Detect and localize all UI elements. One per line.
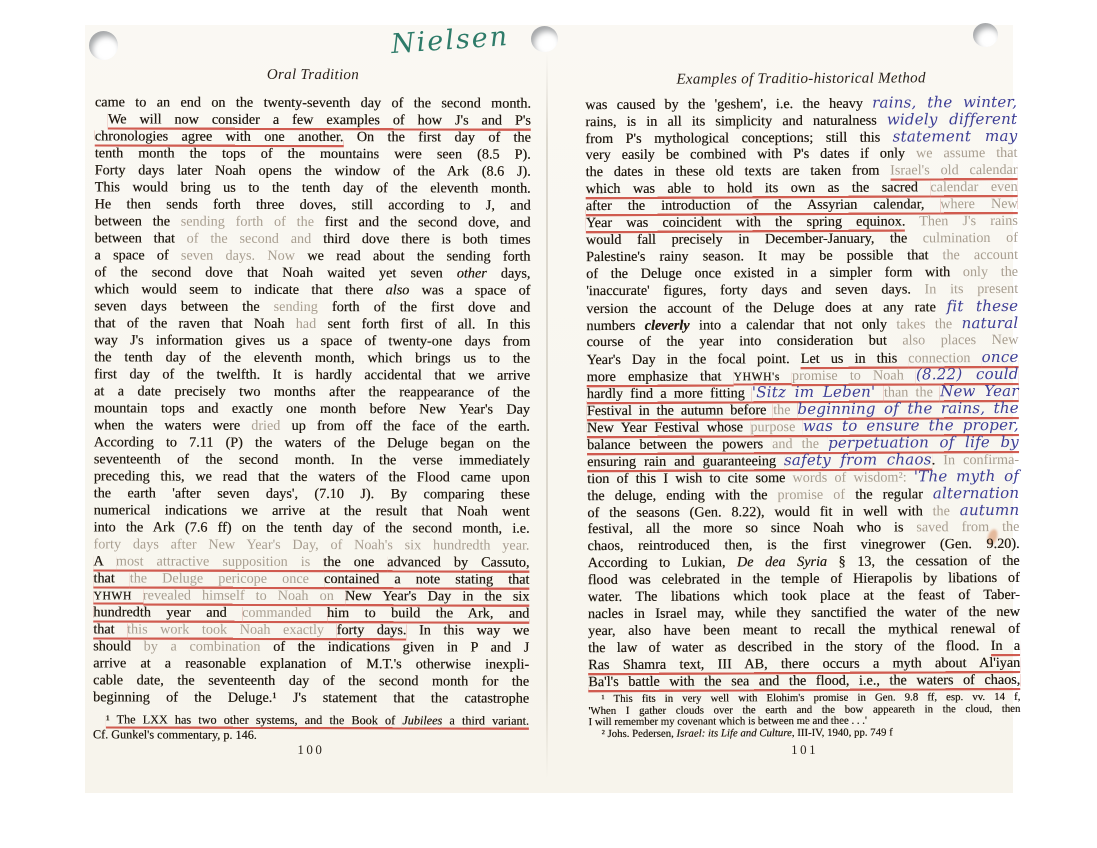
text-segment: 'The myth of xyxy=(913,466,1020,486)
text-line xyxy=(94,213,530,231)
text-line xyxy=(94,485,530,503)
right-page-number: 101 xyxy=(791,741,819,758)
text-segment: came to an end on the twenty-seventh day of the second month. xyxy=(94,94,531,112)
text-segment: the xyxy=(773,402,798,419)
text-segment: other xyxy=(456,265,487,282)
text-segment: seven days between the xyxy=(94,298,274,315)
text-segment: course of the year into consideration but xyxy=(586,332,903,351)
text-segment: preceding this, we read that the waters of the Flood came upon xyxy=(93,468,530,486)
text-segment: version the account of the Deluge does at any rate xyxy=(586,299,947,318)
text-segment: between that xyxy=(94,230,187,247)
text-segment: of the second dove that Noah waited yet seven xyxy=(94,264,457,282)
text-segment: the account xyxy=(942,246,1019,264)
text-segment: Forty days later Noah opens the window of the Ark (8.6 J). xyxy=(94,162,531,180)
text-segment: widely different xyxy=(886,109,1018,129)
text-line xyxy=(93,689,529,707)
text-segment: also places New xyxy=(902,331,1019,349)
text-line xyxy=(94,417,530,435)
text-line xyxy=(588,727,1020,741)
right-page-body xyxy=(585,94,1020,691)
text-segment: after the introduction of the Assyrian calendar, xyxy=(585,196,941,215)
text-line xyxy=(588,672,1020,691)
text-segment: natural xyxy=(961,313,1019,333)
text-segment: alternation xyxy=(932,483,1020,503)
text-line xyxy=(94,451,530,469)
text-segment: He then sends forth three doves, still according to J, and xyxy=(94,196,531,214)
text-segment: most attractive supposition is xyxy=(115,553,324,571)
text-segment: According to 7.11 (P) the waters of the Deluge began on the xyxy=(93,434,530,452)
text-segment: promise of xyxy=(777,486,856,504)
text-segment: takes the xyxy=(896,316,962,333)
text-segment: advanced by Cassuto, xyxy=(387,554,530,571)
text-segment: We will now consider a few examples of how J's and P's xyxy=(107,111,531,129)
text-line xyxy=(94,468,530,486)
text-segment: should xyxy=(93,638,144,655)
text-segment: forth of the first dove and xyxy=(331,299,531,316)
text-line xyxy=(95,162,531,180)
text-segment: Ras Shamra text, III AB, there occurs a myth about Al'iyan xyxy=(588,654,1021,674)
text-segment: than the xyxy=(883,384,941,401)
hole-punch-icon xyxy=(531,26,558,52)
text-segment: Year was coincident with the spring equinox. xyxy=(585,213,906,232)
text-line xyxy=(94,298,530,316)
text-segment: of the second and xyxy=(186,230,324,248)
text-line xyxy=(93,553,529,571)
text-segment: fit these xyxy=(946,296,1019,316)
right-page xyxy=(585,64,1021,758)
text-segment: the law of water as described in the story of the flood. xyxy=(588,638,991,657)
text-segment: the earth 'after seven days', (7.10 J). By comparing these xyxy=(93,485,530,503)
text-line xyxy=(93,712,529,728)
text-segment: third dove there is both times xyxy=(323,231,531,248)
text-line xyxy=(94,332,530,350)
text-segment: ensuring rain and guaranteeing xyxy=(587,453,785,471)
text-segment: I will remember my covenant which is between me and thee . . .' xyxy=(588,714,867,729)
text-segment: ¹ This fits in very well with Elohim's promise in Gen. 9.8 ff, esp. vv. 14 f, xyxy=(601,690,1021,706)
text-segment: New Year's Day in the six xyxy=(344,588,530,605)
text-segment: way J's information gives us a space of twenty-one days from xyxy=(94,332,531,350)
text-segment: once xyxy=(981,347,1019,367)
text-segment: when the waters were xyxy=(93,417,252,434)
text-segment: first and the second dove, and xyxy=(324,214,531,231)
text-segment: statement may xyxy=(892,126,1018,146)
left-page-header: Oral Tradition xyxy=(266,66,360,84)
text-segment: a third variant. xyxy=(442,713,529,728)
text-segment: Israel: its Life and Culture xyxy=(676,726,792,740)
left-page-footnotes xyxy=(93,712,529,743)
left-page-number: 100 xyxy=(297,741,325,758)
text-segment: ² Johs. Pedersen, xyxy=(601,727,677,740)
right-page-footnotes xyxy=(588,692,1020,741)
text-segment: the deluge, ending with the xyxy=(587,487,778,505)
text-segment: cable date, the seventeenth day of the second month for the xyxy=(93,672,530,690)
text-segment: by a combination xyxy=(143,638,274,655)
text-line xyxy=(94,230,530,248)
text-segment: New Year Festival whose xyxy=(586,419,751,437)
text-segment: the regular xyxy=(855,486,933,503)
text-segment: A xyxy=(93,553,116,570)
text-segment: balance between the powers xyxy=(586,436,773,454)
text-segment: seventeenth of the second month. In the verse immediately xyxy=(93,451,530,469)
text-segment: . xyxy=(931,452,944,469)
text-segment: beginning of the rains, the xyxy=(797,398,1019,419)
text-segment: the tenth day of the eleventh month, which brings us to the xyxy=(94,349,531,367)
text-segment: water. The libations which took place at the feast of Taber- xyxy=(587,586,1020,606)
text-segment: the Deluge pericope once xyxy=(129,570,325,588)
text-line xyxy=(95,145,531,163)
text-segment: purpose xyxy=(750,418,803,436)
text-segment: rains, is in all its simplicity and naturalness xyxy=(585,112,887,131)
text-segment: days, xyxy=(486,265,531,282)
text-line xyxy=(94,264,530,282)
text-segment: sending forth of the xyxy=(180,213,325,231)
text-line xyxy=(94,519,530,537)
text-segment: dried xyxy=(251,417,292,434)
text-segment: of the indications given in P and J xyxy=(273,638,530,656)
text-line xyxy=(95,179,531,197)
text-segment: hardly find a more fitting xyxy=(586,385,752,403)
text-line xyxy=(95,111,531,129)
text-line xyxy=(93,638,529,656)
text-segment: very easily be combined with P's dates if only xyxy=(585,145,917,164)
text-segment: Ba'l's battle with the sea and the flood, i.e., the waters of chaos, xyxy=(588,671,1021,691)
text-segment: first day of the twelfth. It is hardly accidental that we arrive xyxy=(94,366,531,384)
text-segment: Then J's rains xyxy=(905,212,1018,230)
text-line xyxy=(94,383,530,401)
text-line xyxy=(94,434,530,452)
text-segment: seven days. Now xyxy=(180,247,308,264)
text-segment: that xyxy=(93,621,128,638)
text-segment: would fall precisely in December-January, the xyxy=(585,230,923,249)
text-segment: Year's Day in the focal point. xyxy=(586,351,801,369)
text-segment: New Year xyxy=(940,381,1019,401)
text-segment: the one xyxy=(323,554,388,571)
text-segment: sent forth first of all. In this xyxy=(327,316,531,333)
text-segment: between the xyxy=(94,213,181,230)
text-line xyxy=(93,536,529,554)
text-segment: sending xyxy=(273,298,332,316)
text-segment: that of the raven that Noah xyxy=(94,315,296,332)
text-segment: 'inaccurate' figures, forty days and seven days. xyxy=(586,281,925,300)
text-segment: numerical indications we arrive at the result that Noah went xyxy=(93,502,530,520)
text-segment: chronologies agree with one another. xyxy=(94,128,344,146)
text-segment: chaos, reintroduced then, is the first vinegrower (Gen. 9.20). xyxy=(587,535,1020,555)
text-segment: According to Lukian, xyxy=(587,554,737,572)
text-segment: promise to Noah xyxy=(791,367,916,385)
text-segment: hundredth year and xyxy=(93,604,243,621)
text-segment: had xyxy=(295,315,328,333)
text-segment: , III-IV, 1940, pp. 749 f xyxy=(791,726,893,739)
text-segment: connection xyxy=(908,350,982,367)
text-segment: contained a note stating that xyxy=(324,571,530,588)
text-segment: flood was celebrated in the temple of Hierapolis by libations of xyxy=(587,569,1020,589)
text-segment: saved from the xyxy=(916,518,1020,536)
text-segment: this work took Noah exactly xyxy=(127,621,337,639)
text-segment: where New xyxy=(940,195,1018,213)
text-segment: of the Deluge once existed in a simpler form with xyxy=(586,264,963,283)
text-segment: Israel's old calendar xyxy=(890,161,1018,179)
text-segment: On the first day of the xyxy=(343,129,531,146)
text-segment: YHWH xyxy=(93,589,143,603)
text-segment: at a date precisely two months after the reappearance of the xyxy=(93,383,530,401)
text-segment: Jubilees xyxy=(402,713,443,728)
text-segment: we read about the sending forth xyxy=(307,247,531,265)
text-segment: more emphasize that xyxy=(586,368,734,386)
text-line xyxy=(95,128,531,146)
text-line xyxy=(94,400,530,418)
signature-handwriting: Nielsen xyxy=(390,20,511,61)
text-segment: only the xyxy=(962,263,1019,281)
text-segment: De dea Syria xyxy=(736,553,828,571)
text-line xyxy=(94,366,530,384)
text-segment: autumn xyxy=(959,500,1020,520)
text-segment: which would seem to indicate that there xyxy=(94,281,386,299)
text-segment: 'When I gather clouds over the earth and the bow appeareth in the cloud, then xyxy=(588,702,1021,717)
text-segment: Cf. Gunkel's commentary, p. 146. xyxy=(92,727,257,742)
text-segment: the dates in these old texts are taken from xyxy=(585,162,891,181)
text-segment: was to ensure the proper, xyxy=(802,415,1019,435)
text-segment: forty days after New Year's Day, of Noah's six hundredth year. xyxy=(93,536,530,554)
text-segment: numbers xyxy=(586,317,645,335)
text-line xyxy=(94,247,530,265)
text-segment: was caused by the 'geshem', i.e. the heavy xyxy=(585,95,873,114)
text-segment: tenth month the tops of the mountains were seen (8.5 P). xyxy=(94,145,531,163)
text-line xyxy=(94,349,530,367)
text-segment: perpetuation of life by xyxy=(827,432,1020,452)
text-segment: tion of this I wish to cite some xyxy=(587,470,793,488)
text-segment: In a xyxy=(990,637,1021,655)
text-segment: that xyxy=(93,570,130,587)
text-segment: a space of xyxy=(94,247,181,264)
text-segment: the xyxy=(932,503,960,520)
text-segment: forty days. xyxy=(336,622,407,639)
text-line xyxy=(93,570,529,588)
text-line xyxy=(93,655,529,673)
text-segment: ¹ The LXX has two other systems, and the Book of xyxy=(105,712,403,728)
hole-punch-icon xyxy=(973,23,998,47)
text-line xyxy=(94,315,530,333)
text-line xyxy=(95,196,531,214)
text-segment: § 13, the cessation of the xyxy=(826,552,1020,570)
text-segment: In its present xyxy=(924,280,1019,298)
text-line xyxy=(94,281,530,299)
text-segment: of the seasons (Gen. 8.22), would fit in well with xyxy=(587,503,933,522)
text-segment: YHWH's xyxy=(733,370,792,384)
text-segment: festival, all the more so since Noah who is xyxy=(587,519,917,538)
text-segment: (8.22) could xyxy=(915,364,1019,384)
text-segment: Festival in the autumn before xyxy=(586,402,774,420)
text-segment: commanded xyxy=(242,604,327,622)
text-segment: also xyxy=(385,282,410,299)
text-segment: In this way we xyxy=(406,622,530,639)
text-segment: was a space of xyxy=(409,282,531,299)
text-segment: words of wisdom²: xyxy=(792,469,914,487)
text-segment: nacles in Israel may, while they sanctified the water of the new xyxy=(587,603,1020,623)
text-segment: In confirma- xyxy=(943,451,1020,469)
text-segment: mountain tops and exactly one month before New Year's Day xyxy=(93,400,530,418)
text-line xyxy=(93,621,529,639)
text-segment: year, also have been meant to recall the mythical renewal of xyxy=(587,620,1020,640)
text-segment: revealed himself to Noah on xyxy=(142,587,345,605)
text-segment: rains, the winter, xyxy=(872,92,1018,112)
text-segment: which was able to hold its own as the sacred xyxy=(585,179,931,198)
left-page-body xyxy=(93,94,531,707)
text-segment: culmination of xyxy=(922,229,1018,247)
left-page xyxy=(92,64,531,758)
text-segment: This would bring us to the tenth day of the eleventh month. xyxy=(94,179,531,197)
text-segment: beginning of the Deluge.¹ J's statement that the catastrophe xyxy=(92,689,530,707)
gutter-fold-line xyxy=(546,53,548,779)
hole-punch-icon xyxy=(89,31,118,60)
text-line xyxy=(93,587,529,605)
text-segment: from P's mythological conceptions; still this xyxy=(585,129,893,148)
text-segment: calendar even xyxy=(930,178,1018,196)
right-page-header: Examples of Traditio-historical Method xyxy=(676,70,926,88)
text-line xyxy=(93,604,529,622)
text-line xyxy=(95,94,531,112)
text-segment: Let us in this xyxy=(800,350,909,368)
text-segment: 'Sitz im Leben' xyxy=(751,382,884,402)
text-segment: and the xyxy=(772,435,829,453)
text-segment: him to build the Ark, and xyxy=(326,605,530,622)
text-segment: up from off the face of the earth. xyxy=(291,417,530,435)
text-segment: into the Ark (7.6 ff) on the tenth day of the second month, i.e. xyxy=(93,519,530,537)
scan-paper xyxy=(85,20,1021,793)
text-segment: into a calendar that not only xyxy=(689,316,897,334)
text-line xyxy=(93,672,529,690)
text-segment: Palestine's rainy season. It may be possible that xyxy=(585,247,943,266)
text-line xyxy=(94,502,530,520)
text-segment: arrive at a reasonable explanation of M.T.'s otherwise inexpli- xyxy=(93,655,530,673)
text-segment: safety from chaos xyxy=(783,450,932,470)
text-segment: we assume that xyxy=(915,144,1018,162)
text-segment: cleverly xyxy=(644,317,690,334)
